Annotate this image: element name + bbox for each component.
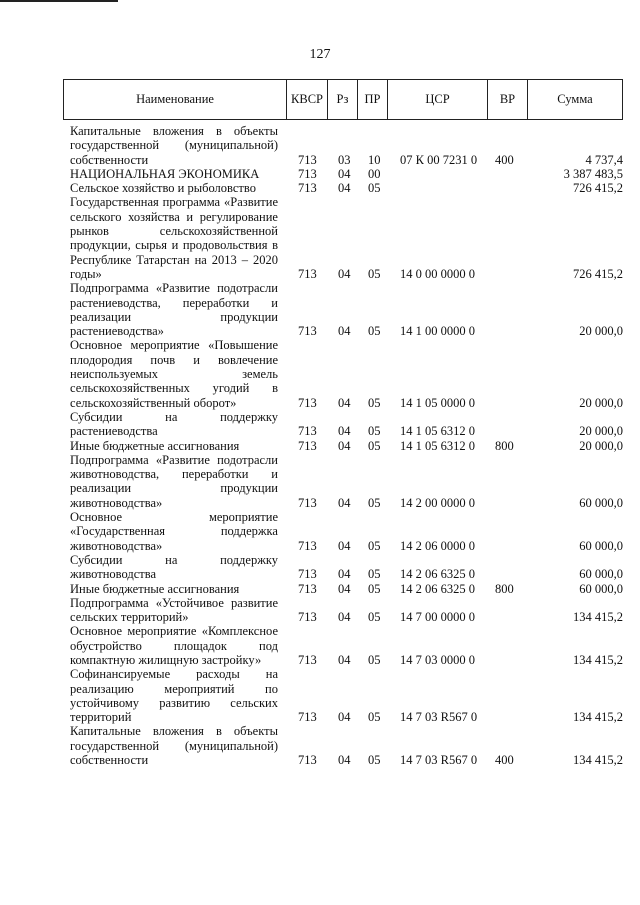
- cell-name: Иные бюджетные ассигнования: [70, 438, 240, 453]
- cell-pr: 05: [368, 538, 381, 553]
- header-kvsr: КВСР: [287, 80, 328, 119]
- cell-csr: 07 К 00 7231 0: [400, 152, 478, 167]
- cell-name: Сельское хозяйство и рыболовство: [70, 181, 256, 196]
- cell-name: Основное мероприятие «Государственная поддержка животноводства»: [70, 510, 278, 553]
- table-row: [63, 124, 623, 167]
- cell-csr: 14 2 00 0000 0: [400, 495, 475, 510]
- table-row: [63, 667, 623, 724]
- cell-pr: 05: [368, 181, 381, 196]
- cell-rz: 04: [338, 181, 351, 196]
- cell-vr: 400: [495, 753, 514, 768]
- cell-kvsr: 713: [298, 753, 317, 768]
- top-rule: [0, 0, 118, 2]
- header-pr: ПР: [358, 80, 388, 119]
- cell-vr: 800: [495, 581, 514, 596]
- table-body: [63, 124, 623, 767]
- cell-kvsr: 713: [298, 567, 317, 582]
- table-row: [63, 195, 623, 281]
- cell-rz: 04: [338, 581, 351, 596]
- table-row: [63, 453, 623, 510]
- cell-sum: 3 387 483,5: [563, 166, 623, 181]
- table-row: [63, 510, 623, 553]
- header-sum: Сумма: [557, 92, 593, 106]
- cell-csr: 14 2 06 6325 0: [400, 567, 475, 582]
- cell-pr: 05: [368, 710, 381, 725]
- cell-kvsr: 713: [298, 652, 317, 667]
- cell-csr: 14 7 03 R567 0: [400, 710, 478, 725]
- cell-rz: 04: [338, 395, 351, 410]
- cell-name: Подпрограмма «Развитие подотрасли животноводства, переработки и реализации продукции животноводства»: [70, 452, 278, 510]
- cell-pr: 05: [368, 567, 381, 582]
- cell-sum: 60 000,0: [579, 495, 623, 510]
- table-header: [63, 79, 623, 120]
- cell-rz: 04: [338, 495, 351, 510]
- cell-sum: 726 415,2: [573, 181, 623, 196]
- cell-kvsr: 713: [298, 424, 317, 439]
- cell-name: НАЦИОНАЛЬНАЯ ЭКОНОМИКА: [70, 166, 260, 181]
- header-vr: ВР: [488, 80, 528, 119]
- cell-csr: 14 2 06 0000 0: [400, 538, 475, 553]
- cell-sum: 134 415,2: [573, 610, 623, 625]
- table-row: [63, 582, 623, 596]
- cell-kvsr: 713: [298, 581, 317, 596]
- cell-rz: 03: [338, 152, 351, 167]
- table-row: [63, 338, 623, 409]
- cell-name: Подпрограмма «Устойчивое развитие сельских территорий»: [70, 595, 278, 625]
- cell-vr: 800: [495, 438, 514, 453]
- cell-pr: 05: [368, 495, 381, 510]
- table-row: [63, 410, 623, 439]
- cell-rz: 04: [338, 438, 351, 453]
- cell-sum: 134 415,2: [573, 753, 623, 768]
- cell-pr: 05: [368, 324, 381, 339]
- cell-pr: 05: [368, 395, 381, 410]
- cell-csr: 14 1 00 0000 0: [400, 324, 475, 339]
- table-row: [63, 439, 623, 453]
- cell-csr: 14 1 05 6312 0: [400, 424, 475, 439]
- cell-name: Субсидии на поддержку животноводства: [70, 552, 278, 582]
- cell-rz: 04: [338, 324, 351, 339]
- cell-name: Основное мероприятие «Повышение плодородия почв и вовлечение неиспользуемых земель сельскохозяйственных угодий в сельскохозяйственный оборот»: [70, 338, 278, 410]
- cell-name: Софинансируемые расходы на реализацию мероприятий по устойчивому развитию сельских территорий: [70, 667, 278, 725]
- cell-name: Субсидии на поддержку растениеводства: [70, 409, 278, 439]
- cell-name: Капитальные вложения в объекты государственной (муниципальной) собственности: [70, 724, 278, 768]
- cell-rz: 04: [338, 652, 351, 667]
- table-row: [63, 724, 623, 767]
- cell-sum: 726 415,2: [573, 266, 623, 281]
- cell-rz: 04: [338, 538, 351, 553]
- cell-rz: 04: [338, 424, 351, 439]
- cell-name: Капитальные вложения в объекты государственной (муниципальной) собственности: [70, 124, 278, 167]
- table-row: [63, 624, 623, 667]
- cell-pr: 10: [368, 152, 381, 167]
- header-csr: ЦСР: [388, 80, 488, 119]
- cell-rz: 04: [338, 266, 351, 281]
- cell-rz: 04: [338, 753, 351, 768]
- cell-vr: 400: [495, 152, 514, 167]
- cell-kvsr: 713: [298, 181, 317, 196]
- cell-kvsr: 713: [298, 166, 317, 181]
- cell-rz: 04: [338, 567, 351, 582]
- table-row: [63, 281, 623, 338]
- cell-csr: 14 1 05 6312 0: [400, 438, 475, 453]
- cell-kvsr: 713: [298, 395, 317, 410]
- cell-pr: 05: [368, 753, 381, 768]
- cell-csr: 14 7 03 0000 0: [400, 652, 475, 667]
- cell-csr: 14 2 06 6325 0: [400, 581, 475, 596]
- cell-kvsr: 713: [298, 438, 317, 453]
- cell-name: Иные бюджетные ассигнования: [70, 581, 240, 596]
- cell-sum: 4 737,4: [585, 152, 623, 167]
- header-name: Наименование: [64, 80, 287, 119]
- cell-rz: 04: [338, 710, 351, 725]
- cell-pr: 05: [368, 266, 381, 281]
- cell-sum: 60 000,0: [579, 581, 623, 596]
- page-number: 127: [309, 47, 331, 62]
- cell-name: Государственная программа «Развитие сельского хозяйства и регулирование рынков сельскохозяйственной продукции, сырья и продовольствия в Республике Татарстан на 2013 – 2020 годы»: [70, 195, 278, 281]
- cell-kvsr: 713: [298, 266, 317, 281]
- cell-pr: 05: [368, 652, 381, 667]
- cell-sum: 20 000,0: [579, 395, 623, 410]
- cell-sum: 20 000,0: [579, 438, 623, 453]
- cell-pr: 00: [368, 166, 381, 181]
- cell-sum: 60 000,0: [579, 538, 623, 553]
- cell-kvsr: 713: [298, 610, 317, 625]
- cell-rz: 04: [338, 166, 351, 181]
- cell-sum: 20 000,0: [579, 424, 623, 439]
- cell-kvsr: 713: [298, 495, 317, 510]
- cell-pr: 05: [368, 610, 381, 625]
- cell-csr: 14 7 03 R567 0: [400, 753, 478, 768]
- cell-csr: 14 7 00 0000 0: [400, 610, 475, 625]
- cell-pr: 05: [368, 438, 381, 453]
- cell-kvsr: 713: [298, 710, 317, 725]
- cell-kvsr: 713: [298, 538, 317, 553]
- table-row: [63, 167, 623, 181]
- cell-csr: 14 1 05 0000 0: [400, 395, 475, 410]
- cell-sum: 60 000,0: [579, 567, 623, 582]
- cell-pr: 05: [368, 424, 381, 439]
- cell-sum: 20 000,0: [579, 324, 623, 339]
- header-rz: Рз: [328, 80, 358, 119]
- cell-rz: 04: [338, 610, 351, 625]
- cell-pr: 05: [368, 581, 381, 596]
- cell-kvsr: 713: [298, 324, 317, 339]
- table-row: [63, 553, 623, 582]
- cell-name: Основное мероприятие «Комплексное обустройство площадок под компактную жилищную застройку»: [70, 624, 278, 667]
- cell-kvsr: 713: [298, 152, 317, 167]
- cell-name: Подпрограмма «Развитие подотрасли растениеводства, переработки и реализации продукции растениеводства»: [70, 281, 278, 339]
- table-row: [63, 596, 623, 625]
- cell-sum: 134 415,2: [573, 652, 623, 667]
- cell-sum: 134 415,2: [573, 710, 623, 725]
- cell-csr: 14 0 00 0000 0: [400, 266, 475, 281]
- table-row: [63, 181, 623, 195]
